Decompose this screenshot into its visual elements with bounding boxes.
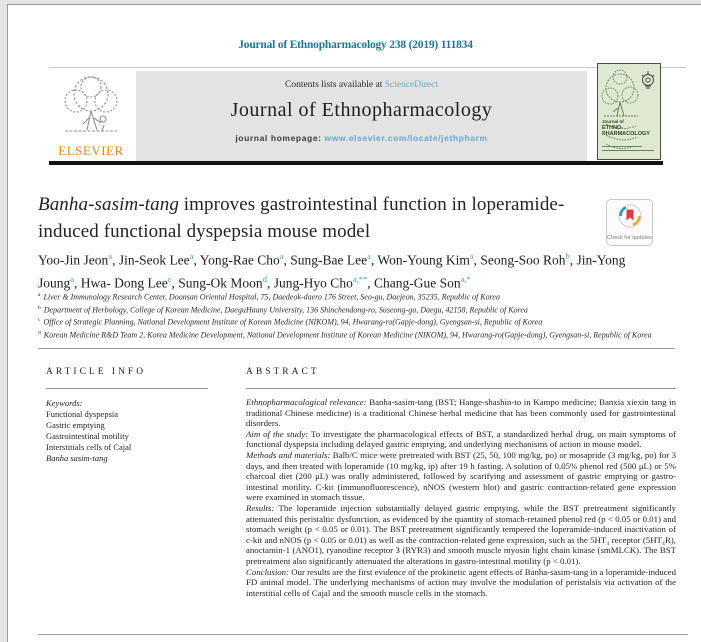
elsevier-wordmark: ELSEVIER: [58, 143, 124, 158]
abstract-paragraph: Methods and materials: Balb/C mice were pretreated with BST (25, 50, 100 mg/kg, po) or mosapride (3 mg/kg, po) for 3 days, and then treated with loperamide (10 mg/kg, ip) after 19 h fasting. A solution of 0.05% phenol red (500 μL) or 5% charcoal diet (200 μL) was orally administered, followed by scarifying and assessment of gastric emptying or gastro-intestinal motility. C-kit (immunofluorescence), nNOS (western blot) and gastric contraction-related gene expression were examined in stomach tissue.: [246, 449, 676, 503]
affiliation-marker: a: [38, 292, 41, 298]
journal-homepage-line: [136, 133, 587, 143]
cover-line2: ETHNO-: [602, 124, 624, 131]
abstract-heading: ABSTRACT: [246, 367, 320, 377]
sciencedirect-link[interactable]: ScienceDirect: [384, 80, 438, 90]
affiliation-line: $^d$ Korean Medicine R&D Team 2, Korea Medicine Development, National Development Institute of Korean Medicine (NIKOM), 94, Hwarang-ro(Gapje-dong), Gyengsan-si, Republic of Korea: [38, 329, 652, 340]
elsevier-logo[interactable]: [49, 72, 133, 160]
author-name: Jin-Yong Joung: [38, 252, 626, 291]
author-affiliation-ref: a,*: [460, 274, 471, 284]
affiliation-list: [38, 290, 670, 341]
abstract-paragraph: Results: The loperamide injection substantially delayed gastric emptying, while the BST pretreatment significantly attenuated this peristaltic dysfunction, as evidenced by the quantity of stomach-retained phenol red (p < 0.05 or 0.01) and stomach weight (p < 0.05 or 0.01). The BST pretreatment significantly tempered the loperamide-induced inactivation of c-kit and nNOS (p < 0.05 or 0.01) as well as the contraction-related gene expression, such as the 5HT₄ receptor (5HT₄R), anoctamin-1 (ANO1), ryanodine receptor 3 (RYR3) and smooth muscle myosin light chain kinase (smMLCK). The BST pretreatment also significantly attenuated the alterations in gastro-intestinal motility (p < 0.01).: [246, 502, 676, 566]
journal-title: Journal of Ethnopharmacology: [230, 99, 493, 121]
keywords-block: [46, 398, 208, 464]
keyword-item: Banha sasim-tang: [46, 453, 108, 463]
cover-decor-rule-1: [602, 146, 642, 147]
journal-reference: Journal of Ethnopharmacology 238 (2019) 111834: [238, 39, 473, 51]
keyword-item: Gastric emptying: [46, 420, 105, 430]
check-for-updates-badge[interactable]: [606, 199, 653, 246]
abstract-paragraph-lead: Conclusion:: [246, 566, 290, 577]
elsevier-tree-icon: [51, 127, 131, 144]
author-affiliation-ref: d: [262, 274, 267, 284]
header-top-rule: [49, 67, 686, 68]
author-name: Yoo-Jin Jeon: [38, 252, 109, 268]
author-affiliation-ref: a: [108, 251, 113, 261]
keywords-list: [46, 409, 208, 464]
affiliation-line: $^a$ Liver & Immunology Research Center, Doonsan Oriental Hospital, 75, Daedeok-daero 176 Street, Seo-gu, Daejeon, 35235, Republic of Korea: [38, 292, 500, 302]
cover-decor-rule-2: [602, 150, 654, 151]
author-affiliation-ref: a: [367, 251, 371, 261]
page-bottom-rule: [38, 634, 688, 635]
abstract-paragraph: Aim of the study: To investigate the pharmacological effects of BST, a standardized herbal drug, on main symptoms of functional dyspepsia including delayed gastric emptying, and underlying mechanisms of action in mouse model.: [246, 428, 677, 450]
journal-cover-thumbnail[interactable]: [597, 63, 661, 160]
abstract-paragraph-lead: Results:: [246, 502, 275, 513]
abstract-paragraph-lead: Ethnopharmacological relevance:: [246, 397, 367, 407]
author-affiliation-ref: a: [189, 251, 194, 261]
keywords-label: Keywords:: [46, 398, 83, 408]
keyword-item: Interstitials cells of Cajal: [46, 442, 132, 452]
abstract-paragraph: Ethnopharmacological relevance: Banha-sasim-tang (BST; Hange-shashin-to in Kampo medicine; Banxia xiexin tang in traditional Chinese medicine) is a traditional Chinese herbal medicine that has been commonly used for gastrointestinal disorders.: [246, 397, 676, 429]
homepage-label: journal homepage:: [235, 133, 325, 143]
author-name: Seong-Soo Roh: [480, 252, 566, 268]
masthead-divider-bar: [49, 161, 663, 165]
affiliation-line: $^c$ Office of Strategic Planning, National Development Institute of Korean Medicine (NIKOM), 94, Hwarang-ro(Gapje-dong), Gyengsan-si, Republic of Korea: [38, 317, 543, 327]
contents-lists-text: Contents lists available at: [284, 80, 385, 90]
cover-line3: PHARMACOLOGY: [602, 130, 650, 137]
article-info-heading: ARTICLE INFO: [46, 367, 147, 377]
article-info-column: [46, 367, 208, 464]
author-affiliation-ref: a,**: [352, 274, 368, 284]
author-name: Yong-Rae Cho: [199, 252, 280, 268]
article-info-heading-rule: [46, 388, 208, 389]
author-name: Jin-Seok Lee: [118, 252, 190, 268]
author-name: Won-Young Kim: [377, 252, 470, 268]
homepage-url-link[interactable]: www.elsevier.com/locate/jethpharm: [324, 133, 488, 143]
section-divider-rule: [38, 348, 675, 349]
abstract-paragraph-lead: Methods and materials:: [246, 449, 331, 460]
author-name: Hwa- Dong Lee: [80, 275, 168, 291]
author-name: Chang-Gue Son: [373, 275, 461, 291]
author-affiliation-ref: c: [167, 274, 172, 284]
article-title-rest: improves gastrointestinal function in loperamide-induced functional dyspepsia mouse model: [38, 194, 565, 242]
affiliation-line: $^b$ Department of Herbology, College of Korean Medicine, DaeguHaany University, 136 Shinchendong-ro, Suseong-gu, Daegu, 42158, Republic of Korea: [38, 304, 528, 315]
author-name: Sung-Ok Moon: [178, 275, 263, 291]
affiliation-marker: b: [38, 304, 41, 311]
affiliation-marker: d: [38, 329, 41, 336]
abstract-column: [246, 367, 676, 598]
author-affiliation-ref: a: [469, 251, 474, 261]
article-title: [38, 191, 613, 245]
author-affiliation-ref: a: [279, 251, 284, 261]
abstract-paragraph-lead: Aim of the study:: [246, 428, 309, 439]
crossmark-icon: [617, 216, 643, 233]
keyword-item: Gastrointestinal motility: [46, 431, 129, 441]
keyword-item: Functional dyspepsia: [46, 409, 119, 419]
journal-masthead: [136, 71, 587, 161]
affiliation-marker: c: [38, 317, 41, 324]
article-title-italic-part: Banha-sasim-tang: [38, 194, 179, 215]
author-affiliation-ref: b: [565, 251, 570, 261]
author-affiliation-ref: a: [70, 274, 75, 284]
paper-page: [7, 4, 701, 642]
abstract-paragraph: Conclusion: Our results are the first evidence of the prokinetic agent effects of Banha-sasim-tang in a loperamide-induced FD animal model. The underlying mechanisms of action may involve the modulation of peristalsis via activation of the interstitial cells of Cajal and the smooth muscle cells in the stomach.: [246, 566, 676, 598]
author-name: Jung-Hyo Cho: [273, 275, 353, 291]
abstract-body: [246, 397, 676, 598]
cover-title-text: [602, 120, 650, 137]
author-name: Sung-Bae Lee: [290, 252, 368, 268]
check-badge-label: Check for updates: [607, 235, 652, 241]
author-list: Yoo-Jin Jeon$^a$, Jin-Seok Lee$^a$, Yong-Rae Cho$^a$, Sung-Bae Lee$^a$, Won-Young Kim$^a$, Seong-Soo Roh$^b$, Jin-Yong Joung$^a$, Hwa- Dong Lee$^c$, Sung-Ok Moon$^d$, Jung-Hyo Cho$^{a,**}$, Chang-Gue Son$^{a,*}$: [38, 251, 626, 291]
abstract-heading-rule: [246, 388, 676, 389]
cover-line1: Journal of: [602, 119, 624, 124]
contents-lists-line: [136, 80, 587, 90]
